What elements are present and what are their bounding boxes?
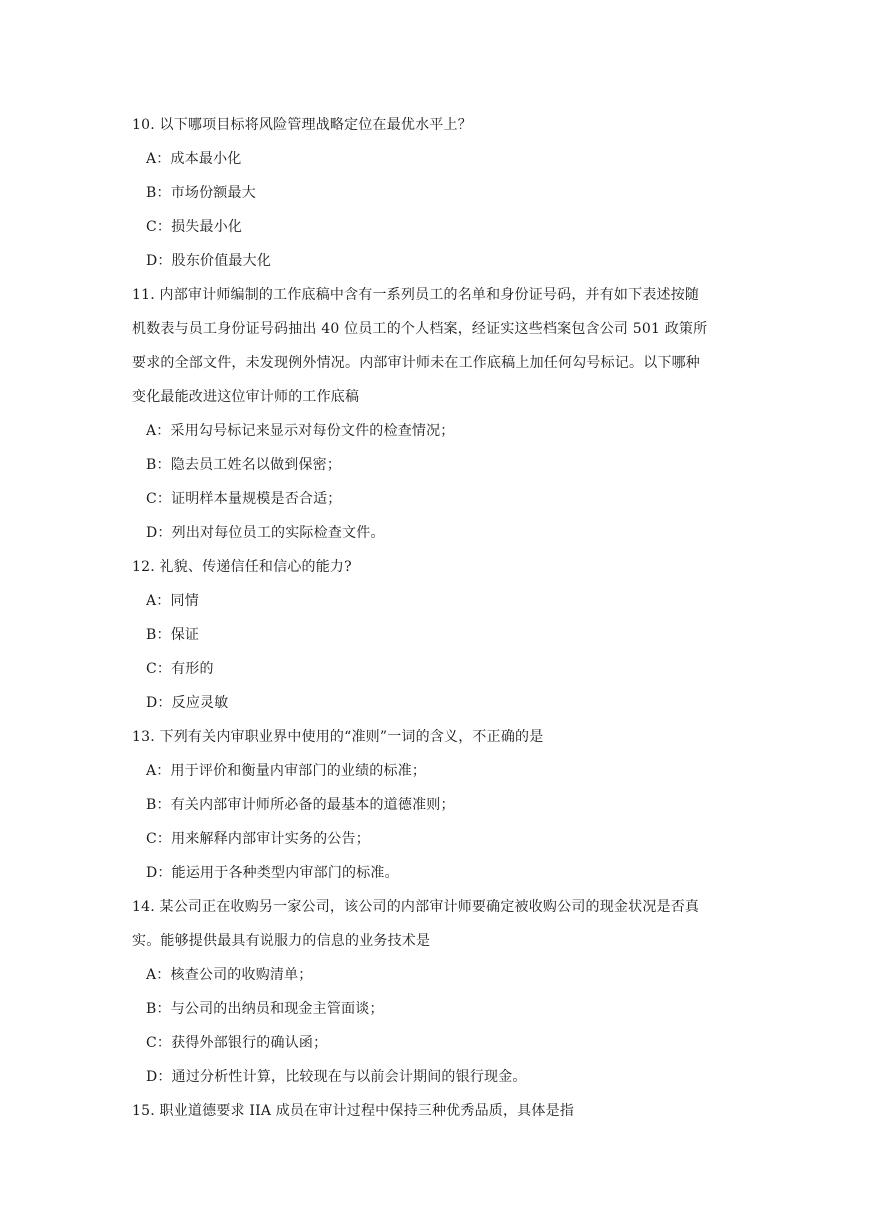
question-text: 14. 某公司正在收购另一家公司，该公司的内部审计师要确定被收购公司的现金状况是否真 bbox=[132, 899, 700, 915]
question-text: 要求的全部文件，未发现例外情况。内部审计师未在工作底稿上加任何勾号标记。以下哪种 bbox=[132, 355, 700, 371]
question-text: 机数表与员工身份证号码抽出 40 位员工的个人档案，经证实这些档案包含公司 501 政策所 bbox=[132, 321, 708, 337]
question-14 bbox=[132, 890, 732, 1094]
option-d: D：股东价值最大化 bbox=[146, 253, 272, 269]
question-text: 12. 礼貌、传递信任和信心的能力? bbox=[132, 559, 352, 575]
option-c: C：有形的 bbox=[146, 661, 214, 677]
question-text: 10. 以下哪项目标将风险管理战略定位在最优水平上？ bbox=[132, 117, 472, 133]
option-a: A：用于评价和衡量内审部门的业绩的标准； bbox=[146, 763, 427, 779]
option-a: A：采用勾号标记来显示对每份文件的检查情况； bbox=[146, 423, 455, 439]
option-b: B：隐去员工姓名以做到保密； bbox=[146, 457, 342, 473]
option-b: B：保证 bbox=[146, 627, 200, 643]
option-a: A：同情 bbox=[146, 593, 199, 609]
option-a: A：核查公司的收购清单； bbox=[146, 967, 313, 983]
question-text: 变化最能改进这位审计师的工作底稿 bbox=[132, 389, 360, 405]
question-10 bbox=[132, 108, 732, 278]
option-b: B：有关内部审计师所必备的最基本的道德准则； bbox=[146, 797, 455, 813]
option-b: B：市场份额最大 bbox=[146, 185, 256, 201]
question-11 bbox=[132, 278, 732, 550]
question-text: 13. 下列有关内审职业界中使用的“准则”一词的含义，不正确的是 bbox=[132, 729, 544, 745]
option-c: C：获得外部银行的确认函； bbox=[146, 1035, 328, 1051]
option-c: C：用来解释内部审计实务的公告； bbox=[146, 831, 370, 847]
question-12 bbox=[132, 550, 732, 720]
question-list bbox=[132, 108, 732, 1128]
question-13 bbox=[132, 720, 732, 890]
question-text: 实。能够提供最具有说服力的信息的业务技术是 bbox=[132, 933, 431, 949]
question-text: 15. 职业道德要求 IIA 成员在审计过程中保持三种优秀品质，具体是指 bbox=[132, 1103, 574, 1119]
question-text: 11. 内部审计师编制的工作底稿中含有一系列员工的名单和身份证号码，并有如下表述按随 bbox=[132, 287, 700, 303]
option-d: D：能运用于各种类型内审部门的标准。 bbox=[146, 865, 399, 881]
option-d: D：通过分析性计算，比较现在与以前会计期间的银行现金。 bbox=[146, 1069, 527, 1085]
option-a: A：成本最小化 bbox=[146, 151, 242, 167]
option-d: D：列出对每位员工的实际检查文件。 bbox=[146, 525, 385, 541]
question-15 bbox=[132, 1094, 732, 1128]
option-c: C：损失最小化 bbox=[146, 219, 243, 235]
option-d: D：反应灵敏 bbox=[146, 695, 229, 711]
option-b: B：与公司的出纳员和现金主管面谈； bbox=[146, 1001, 384, 1017]
option-c: C：证明样本量规模是否合适； bbox=[146, 491, 342, 507]
